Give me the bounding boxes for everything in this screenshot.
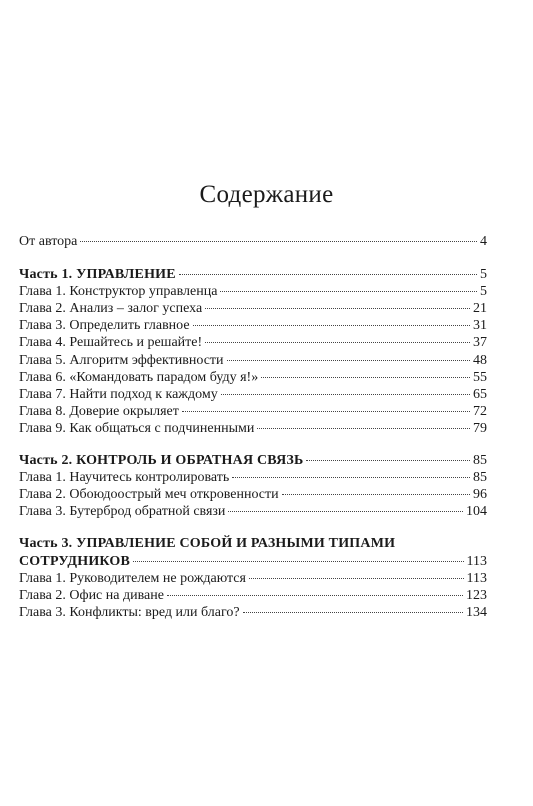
toc-page-number: 79 xyxy=(473,420,487,436)
part-title: Часть 2. КОНТРОЛЬ И ОБРАТНАЯ СВЯЗЬ xyxy=(19,453,304,469)
toc-page-number: 5 xyxy=(480,267,487,283)
toc-chapter[interactable] xyxy=(19,317,487,334)
toc-entry-label: Глава 2. Офис на диване xyxy=(19,587,164,603)
dot-leader xyxy=(167,595,463,596)
toc-part-2[interactable] xyxy=(19,452,487,469)
dot-leader xyxy=(232,477,470,478)
toc-chapter[interactable] xyxy=(19,604,487,621)
part-title: Часть 1. УПРАВЛЕНИЕ xyxy=(19,267,176,283)
toc-page-number: 72 xyxy=(473,403,487,419)
toc-chapter[interactable] xyxy=(19,369,487,386)
toc-entry-label: Глава 4. Решайтесь и решайте! xyxy=(19,335,203,351)
toc-chapter[interactable] xyxy=(19,386,487,403)
page-title: Содержание xyxy=(199,181,334,208)
dot-leader xyxy=(257,428,470,429)
dot-leader xyxy=(243,612,463,613)
part-title-line-2: СОТРУДНИКОВ xyxy=(19,553,131,569)
toc-page-number: 104 xyxy=(466,504,487,520)
toc-page-number: 4 xyxy=(480,234,487,249)
toc-entry-label: Глава 3. Конфликты: вред или благо? xyxy=(19,604,240,620)
toc-page-number: 31 xyxy=(473,318,487,334)
toc-page-number: 113 xyxy=(466,570,487,586)
toc-page-number: 123 xyxy=(466,587,487,603)
dot-leader xyxy=(261,377,470,378)
toc-entry-label: Глава 8. Доверие окрыляет xyxy=(19,403,179,419)
toc-page-number: 113 xyxy=(466,553,487,569)
toc-part-1[interactable] xyxy=(19,266,487,283)
dot-leader xyxy=(179,274,477,275)
dot-leader xyxy=(227,360,470,361)
dot-leader xyxy=(205,342,470,343)
toc-entry-label: Глава 3. Бутерброд обратной связи xyxy=(19,504,226,520)
toc-entry-label: Глава 1. Конструктор управленца xyxy=(19,284,218,300)
dot-leader xyxy=(205,308,470,309)
toc-chapter[interactable] xyxy=(19,283,487,300)
toc-entry-preface[interactable] xyxy=(19,233,487,250)
toc-chapter[interactable] xyxy=(19,587,487,604)
toc-page-number: 85 xyxy=(473,453,487,469)
toc-page-number: 37 xyxy=(473,335,487,351)
toc-entry-label: Глава 5. Алгоритм эффективности xyxy=(19,352,224,368)
toc-chapter[interactable] xyxy=(19,570,487,587)
spacer xyxy=(19,520,487,535)
spacer xyxy=(19,437,487,452)
dot-leader xyxy=(182,411,470,412)
toc-entry-label: Глава 2. Обоюдоострый меч откровенности xyxy=(19,487,279,503)
toc-page-number: 96 xyxy=(473,487,487,503)
toc-chapter[interactable] xyxy=(19,486,487,503)
toc-chapter[interactable] xyxy=(19,403,487,420)
dot-leader xyxy=(220,291,477,292)
toc-page-number: 55 xyxy=(473,369,487,385)
dot-leader xyxy=(221,394,470,395)
toc-entry-label: Глава 1. Научитесь контролировать xyxy=(19,470,230,486)
dot-leader xyxy=(193,325,470,326)
toc-entry-label: Глава 1. Руководителем не рождаются xyxy=(19,570,246,586)
toc-page-number: 5 xyxy=(480,284,487,300)
spacer xyxy=(19,250,487,266)
toc-entry-label: Глава 6. «Командовать парадом буду я!» xyxy=(19,369,259,385)
toc-chapter[interactable] xyxy=(19,420,487,437)
toc-chapter[interactable] xyxy=(19,469,487,486)
dot-leader xyxy=(249,578,464,579)
toc-entry-label: Глава 3. Определить главное xyxy=(19,318,190,334)
toc-chapter[interactable] xyxy=(19,352,487,369)
dot-leader xyxy=(306,460,470,461)
table-of-contents xyxy=(19,233,487,621)
dot-leader xyxy=(282,494,470,495)
toc-chapter[interactable] xyxy=(19,300,487,317)
toc-entry-label: Глава 7. Найти подход к каждому xyxy=(19,386,218,402)
toc-chapter[interactable] xyxy=(19,503,487,520)
toc-entry-label: Глава 2. Анализ – залог успеха xyxy=(19,301,203,317)
toc-entry-label: От автора xyxy=(19,234,78,249)
toc-part-3[interactable] xyxy=(19,553,487,570)
part-title-line-1: Часть 3. УПРАВЛЕНИЕ СОБОЙ И РАЗНЫМИ ТИПАМИ xyxy=(19,536,396,552)
toc-chapter[interactable] xyxy=(19,334,487,351)
dot-leader xyxy=(228,511,463,512)
dot-leader xyxy=(80,241,477,242)
dot-leader xyxy=(133,561,463,562)
toc-page-number: 85 xyxy=(473,470,487,486)
toc-page-number: 48 xyxy=(473,352,487,368)
toc-entry-label: Глава 9. Как общаться с подчиненными xyxy=(19,420,255,436)
toc-page-number: 65 xyxy=(473,386,487,402)
toc-page-number: 134 xyxy=(466,604,487,620)
toc-page-number: 21 xyxy=(473,301,487,317)
